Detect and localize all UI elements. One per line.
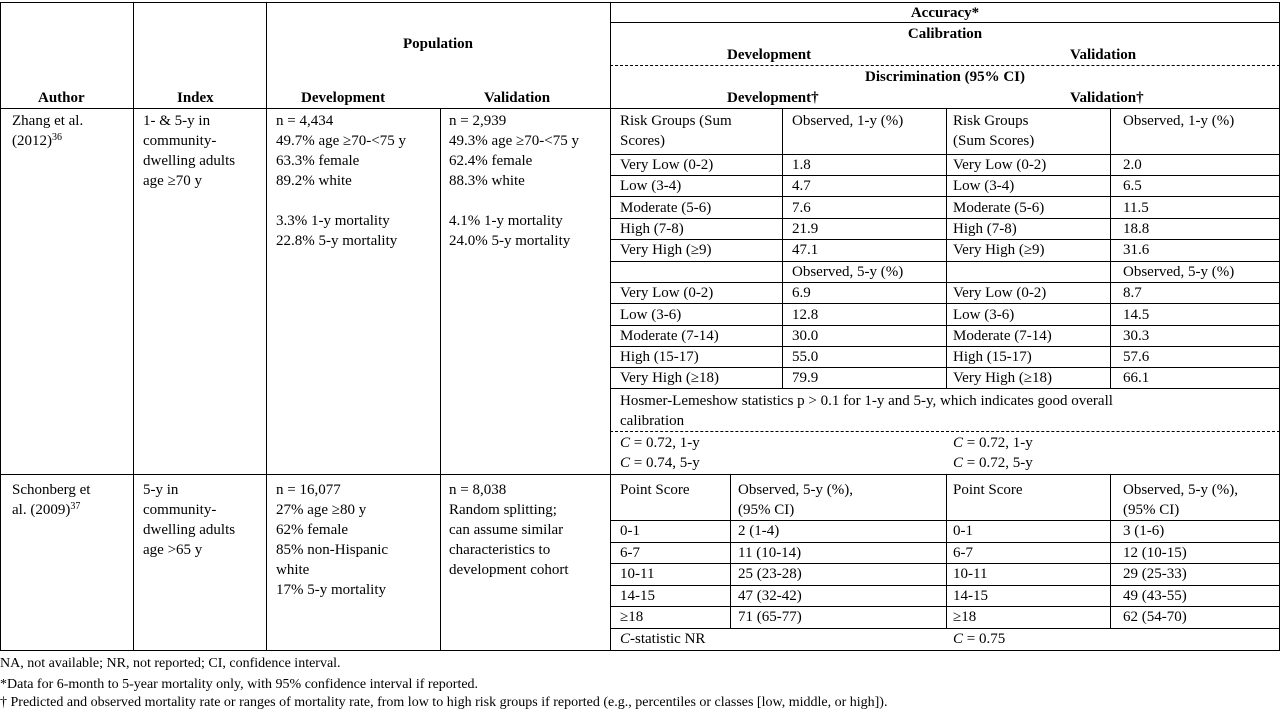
pop-line: development cohort [449, 562, 569, 578]
table-cell: High (15-17) [953, 349, 1032, 365]
header-accuracy: Accuracy* [910, 5, 980, 21]
header-pop-validation: Validation [484, 90, 551, 106]
table-cell: 25 (23-28) [738, 566, 802, 582]
table-cell: 7.6 [792, 200, 811, 216]
table-cell: Very Low (0-2) [620, 157, 714, 173]
table-cell: 10-11 [953, 566, 988, 582]
header-cal-development: Development [727, 47, 812, 63]
c-value: = 0.75 [963, 631, 1006, 647]
pop-line: n = 2,939 [449, 113, 507, 129]
table-cell: 0-1 [953, 523, 973, 539]
table-cell: Moderate (7-14) [620, 328, 719, 344]
zhang-author [12, 111, 83, 151]
rule [1110, 474, 1111, 628]
table-cell: Very High (≥18) [620, 370, 720, 386]
c-letter: C [953, 435, 964, 451]
c-stat-line [620, 453, 700, 473]
table-cell: Moderate (7-14) [953, 328, 1052, 344]
table-cell: Very High (≥9) [953, 242, 1045, 258]
header-line: (95% CI) [1123, 502, 1180, 518]
table-cell: 11 (10-14) [738, 545, 802, 561]
zhang-c-stat-val [953, 433, 1033, 473]
zhang-obs1y-header-dev: Observed, 1-y (%) [792, 113, 904, 129]
pop-line: 3.3% 1-y mortality [276, 213, 390, 229]
rule [610, 303, 1280, 304]
table-cell: 71 (65-77) [738, 609, 802, 625]
table-cell: Low (3-6) [620, 307, 682, 323]
schonberg-obs-header-dev [738, 480, 853, 520]
rule [730, 474, 731, 628]
pop-line: 89.2% white [276, 173, 352, 189]
table-cell: Very Low (0-2) [620, 285, 714, 301]
c-value: = 0.72, 1-y [966, 435, 1033, 451]
table-cell: 29 (25-33) [1123, 566, 1187, 582]
pop-gap [276, 191, 406, 211]
c-stat-line [620, 433, 700, 453]
rule [610, 175, 1280, 176]
table-cell: 57.6 [1123, 349, 1150, 365]
header-disc-development: Development† [727, 90, 819, 106]
c-letter: C [620, 631, 631, 647]
table-cell: 55.0 [792, 349, 819, 365]
reference-number: 36 [52, 132, 62, 143]
header-line: (95% CI) [738, 502, 795, 518]
rule [133, 2, 134, 650]
table-cell: 11.5 [1123, 200, 1149, 216]
rule [0, 474, 1280, 475]
author-year: al. (2009) [12, 502, 71, 518]
header-line: Risk Groups [953, 113, 1029, 129]
table-cell: 6-7 [620, 545, 640, 561]
header-line: Observed, 5-y (%), [738, 482, 853, 498]
c-letter: C [953, 631, 964, 647]
pop-line: can assume similar [449, 522, 564, 538]
table-cell: 47 (32-42) [738, 588, 802, 604]
c-stat-line [953, 433, 1033, 453]
index-line: age ≥70 y [143, 173, 203, 189]
table-cell: 14-15 [620, 588, 655, 604]
table-cell: 4.7 [792, 178, 811, 194]
pop-line: 49.3% age ≥70-<75 y [449, 133, 579, 149]
header-line: Observed, 5-y (%), [1123, 482, 1238, 498]
schonberg-point-header-dev: Point Score [620, 482, 690, 498]
index-line: 5-y in [143, 482, 179, 498]
table-cell: Very Low (0-2) [953, 285, 1047, 301]
table-cell: ≥18 [953, 609, 977, 625]
table-cell: 6-7 [953, 545, 973, 561]
zhang-obs1y-header-val: Observed, 1-y (%) [1123, 113, 1235, 129]
schonberg-c-stat-dev [620, 629, 705, 649]
table-cell: High (7-8) [620, 221, 684, 237]
table-cell: 12.8 [792, 307, 819, 323]
table-cell: Moderate (5-6) [620, 200, 712, 216]
table-cell: Low (3-6) [953, 307, 1015, 323]
schonberg-c-stat-val [953, 629, 1005, 649]
c-value: = 0.74, 5-y [633, 455, 700, 471]
dashed-rule [610, 431, 1280, 432]
header-line: (Sum Scores) [953, 133, 1035, 149]
table-cell: Moderate (5-6) [953, 200, 1045, 216]
zhang-obs5y-header-val: Observed, 5-y (%) [1123, 264, 1235, 280]
author-line [12, 500, 90, 520]
header-discrimination: Discrimination (95% CI) [865, 69, 1025, 85]
zhang-pop-validation [449, 111, 579, 251]
index-line: 1- & 5-y in [143, 113, 211, 129]
pop-line: characteristics to [449, 542, 551, 558]
table-cell: 66.1 [1123, 370, 1150, 386]
rule [440, 108, 441, 650]
pop-line: 49.7% age ≥70-<75 y [276, 133, 406, 149]
rule [610, 196, 1280, 197]
pop-line: n = 4,434 [276, 113, 334, 129]
header-index: Index [177, 90, 214, 106]
schonberg-point-header-val: Point Score [953, 482, 1023, 498]
footnote-abbreviations: NA, not available; NR, not reported; CI, confidence interval. [0, 656, 341, 671]
table-cell: 14.5 [1123, 307, 1150, 323]
author-line: Zhang et al. [12, 113, 84, 129]
table-cell: 47.1 [792, 242, 819, 258]
table-cell: 6.5 [1123, 178, 1142, 194]
note-line: Hosmer-Lemeshow statistics p > 0.1 for 1-y and 5-y, which indicates good overall [620, 393, 1113, 409]
reference-number: 37 [70, 501, 81, 512]
pop-line: 88.3% white [449, 173, 525, 189]
c-letter: C [620, 435, 631, 451]
pop-line: 62.4% female [449, 153, 533, 169]
c-value: -statistic NR [630, 631, 706, 647]
rule [610, 218, 1280, 219]
header-pop-development: Development [301, 90, 386, 106]
table-cell: 0-1 [620, 523, 640, 539]
table-cell: 62 (54-70) [1123, 609, 1187, 625]
index-line: community- [143, 133, 217, 149]
table-cell: Very High (≥18) [953, 370, 1053, 386]
rule [610, 346, 1280, 347]
table-cell: 8.7 [1123, 285, 1142, 301]
c-value: = 0.72, 1-y [633, 435, 700, 451]
table-cell: 1.8 [792, 157, 811, 173]
table-cell: Low (3-4) [620, 178, 682, 194]
pop-line: white [276, 562, 310, 578]
table-cell: 2 (1-4) [738, 523, 780, 539]
table-cell: 3 (1-6) [1123, 523, 1165, 539]
zhang-pop-development [276, 111, 406, 251]
schonberg-index [143, 480, 235, 560]
rule [0, 650, 1280, 651]
index-line: dwelling adults [143, 153, 236, 169]
zhang-index [143, 111, 235, 191]
table-cell: High (15-17) [620, 349, 699, 365]
header-calibration: Calibration [907, 26, 983, 42]
c-value: = 0.72, 5-y [966, 455, 1033, 471]
footnote-dagger: † Predicted and observed mortality rate or ranges of mortality rate, from low to high risk groups if reported (e.g., percentiles or classes [low, middle, or high]). [0, 695, 888, 710]
index-line: community- [143, 502, 217, 518]
rule [610, 388, 1280, 389]
rule [0, 108, 1280, 109]
author-year: (2012) [12, 133, 52, 149]
schonberg-obs-header-val [1123, 480, 1238, 520]
rule [610, 628, 1280, 629]
note-line: calibration [620, 413, 685, 429]
schonberg-author [12, 480, 90, 520]
dashed-rule [610, 65, 1280, 66]
table-cell: 49 (43-55) [1123, 588, 1187, 604]
pop-line: n = 16,077 [276, 482, 341, 498]
zhang-obs5y-header-dev: Observed, 5-y (%) [792, 264, 904, 280]
c-letter: C [620, 455, 631, 471]
table-cell: ≥18 [620, 609, 644, 625]
rule [610, 2, 611, 650]
header-line: Risk Groups (Sum [620, 113, 732, 129]
pop-line: 22.8% 5-y mortality [276, 233, 398, 249]
pop-line: 17% 5-y mortality [276, 582, 386, 598]
schonberg-pop-validation [449, 480, 569, 580]
rule [266, 2, 267, 650]
pop-gap [449, 191, 579, 211]
zhang-risk-header-val [953, 111, 1034, 151]
table-cell: 6.9 [792, 285, 811, 301]
pop-line: 4.1% 1-y mortality [449, 213, 563, 229]
table-cell: 21.9 [792, 221, 819, 237]
table-cell: Low (3-4) [953, 178, 1015, 194]
pop-line: 62% female [276, 522, 349, 538]
table-cell: 30.3 [1123, 328, 1150, 344]
table-cell: 12 (10-15) [1123, 545, 1187, 561]
c-stat-line [953, 453, 1033, 473]
pop-line: n = 8,038 [449, 482, 507, 498]
table-cell: High (7-8) [953, 221, 1017, 237]
table-cell: 30.0 [792, 328, 819, 344]
header-line: Scores) [620, 133, 665, 149]
table-cell: 31.6 [1123, 242, 1150, 258]
rule [610, 520, 1280, 521]
pop-line: 63.3% female [276, 153, 360, 169]
header-cal-validation: Validation [1070, 47, 1137, 63]
table-cell: 79.9 [792, 370, 819, 386]
table-cell: Very Low (0-2) [953, 157, 1047, 173]
zhang-c-stat-dev [620, 433, 700, 473]
table-cell: 2.0 [1123, 157, 1142, 173]
index-line: age >65 y [143, 542, 203, 558]
footnote-accuracy: *Data for 6-month to 5-year mortality only, with 95% confidence interval if reported. [0, 677, 479, 692]
schonberg-pop-development [276, 480, 388, 600]
rule [0, 2, 1, 650]
pop-line: 27% age ≥80 y [276, 502, 367, 518]
header-disc-validation: Validation† [1070, 90, 1144, 106]
rule [946, 474, 947, 628]
table-cell: 14-15 [953, 588, 988, 604]
hosmer-lemeshow-note [620, 391, 1113, 431]
c-letter: C [953, 455, 964, 471]
index-line: dwelling adults [143, 522, 236, 538]
zhang-risk-header-dev [620, 111, 732, 151]
table-cell: Very High (≥9) [620, 242, 712, 258]
pop-line: 24.0% 5-y mortality [449, 233, 571, 249]
pop-line: 85% non-Hispanic [276, 542, 389, 558]
table-cell: 10-11 [620, 566, 655, 582]
table-cell: 18.8 [1123, 221, 1150, 237]
pop-line: Random splitting; [449, 502, 557, 518]
author-line [12, 131, 83, 151]
author-line: Schonberg et [12, 482, 91, 498]
header-author: Author [38, 90, 85, 106]
header-population: Population [402, 36, 474, 52]
